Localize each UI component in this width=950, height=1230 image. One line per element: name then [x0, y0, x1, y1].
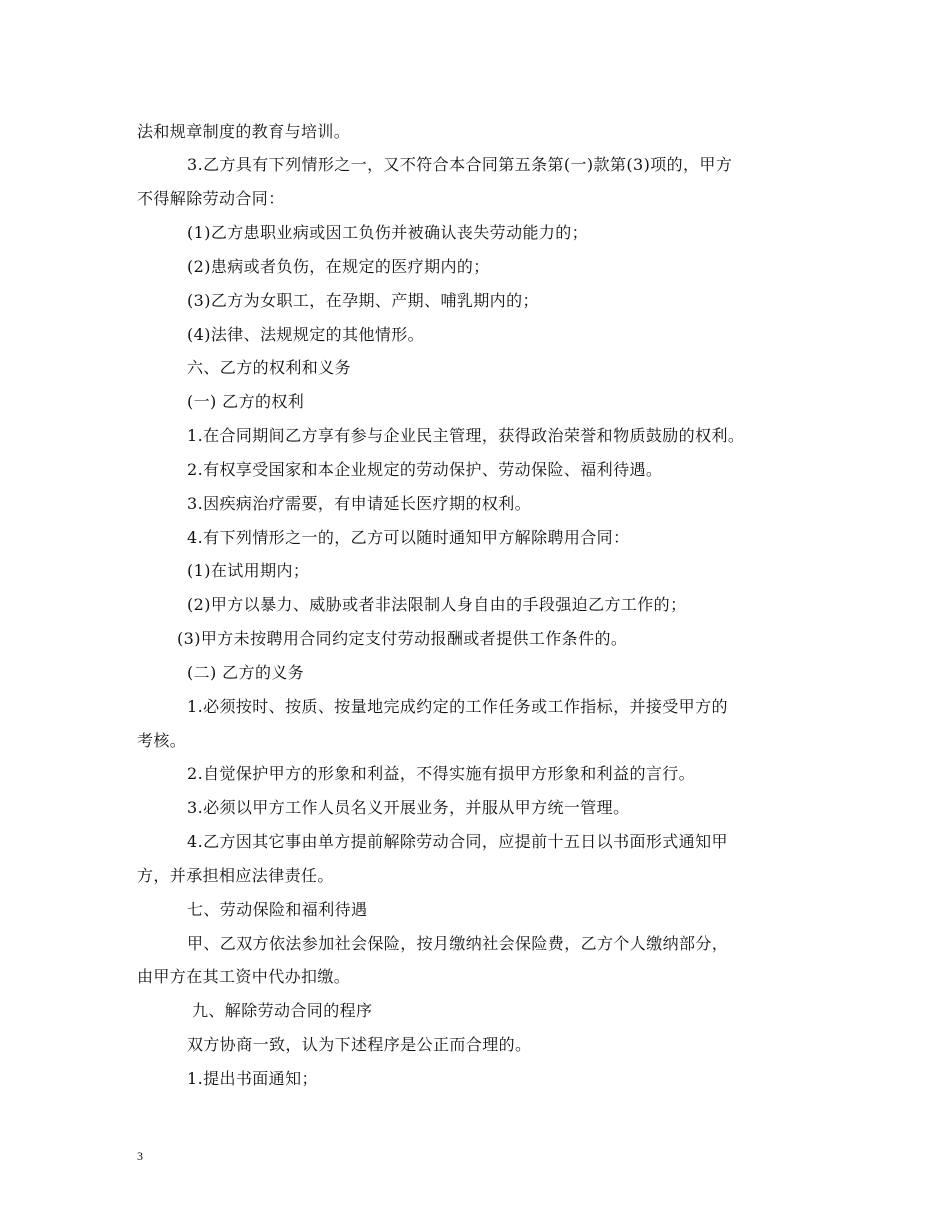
- text-line: (2)患病或者负伤，在规定的医疗期内的；: [187, 257, 490, 276]
- text-line: 2.有权享受国家和本企业规定的劳动保护、劳动保险、福利待遇。: [187, 460, 663, 479]
- text-line: (3)乙方为女职工，在孕期、产期、哺乳期内的；: [187, 291, 539, 310]
- text-line: 甲、乙双方依法参加社会保险，按月缴纳社会保险费，乙方个人缴纳部分，: [187, 934, 729, 953]
- text-line: 1.提出书面通知；: [187, 1069, 318, 1088]
- text-line: 2.自觉保护甲方的形象和利益，不得实施有损甲方形象和利益的言行。: [187, 764, 696, 783]
- text-line: 方，并承担相应法律责任。: [137, 866, 334, 885]
- text-line: 3.因疾病治疗需要，有申请延长医疗期的权利。: [187, 494, 532, 513]
- text-line: (1)在试用期内；: [187, 561, 310, 580]
- page-number: 3: [137, 1149, 143, 1163]
- text-line: 不得解除劳动合同：: [137, 189, 285, 208]
- text-line: 由甲方在其工资中代办扣缴。: [137, 967, 351, 986]
- text-line: 考核。: [137, 731, 187, 750]
- text-line: (2)甲方以暴力、威胁或者非法限制人身自由的手段强迫乙方工作的；: [187, 595, 687, 614]
- text-line: 3.乙方具有下列情形之一，又不符合本合同第五条第(一)款第(3)项的，甲方: [187, 155, 733, 174]
- text-line: 法和规章制度的教育与培训。: [137, 122, 351, 141]
- section-heading: 六、乙方的权利和义务: [187, 358, 352, 377]
- text-line: 3.必须以甲方工作人员名义开展业务，并服从甲方统一管理。: [187, 798, 630, 817]
- text-line: (3)甲方未按聘用合同约定支付劳动报酬或者提供工作条件的。: [177, 629, 628, 648]
- text-line: 1.在合同期间乙方享有参与企业民主管理，获得政治荣誉和物质鼓励的权利。: [187, 426, 745, 445]
- text-line: 4.乙方因其它事由单方提前解除劳动合同，应提前十五日以书面形式通知甲: [187, 832, 728, 851]
- text-line: 1.必须按时、按质、按量地完成约定的工作任务或工作指标，并接受甲方的: [187, 697, 728, 716]
- subsection-heading: (二) 乙方的义务: [187, 663, 305, 682]
- text-line: 4.有下列情形之一的，乙方可以随时通知甲方解除聘用合同：: [187, 528, 630, 547]
- subsection-heading: (一) 乙方的权利: [187, 392, 305, 411]
- text-line: (4)法律、法规规定的其他情形。: [187, 325, 425, 344]
- section-heading: 九、解除劳动合同的程序: [192, 1001, 373, 1020]
- section-heading: 七、劳动保险和福利待遇: [187, 900, 368, 919]
- text-line: (1)乙方患职业病或因工负伤并被确认丧失劳动能力的；: [187, 223, 589, 242]
- text-line: 双方协商一致，认为下述程序是公正而合理的。: [187, 1035, 532, 1054]
